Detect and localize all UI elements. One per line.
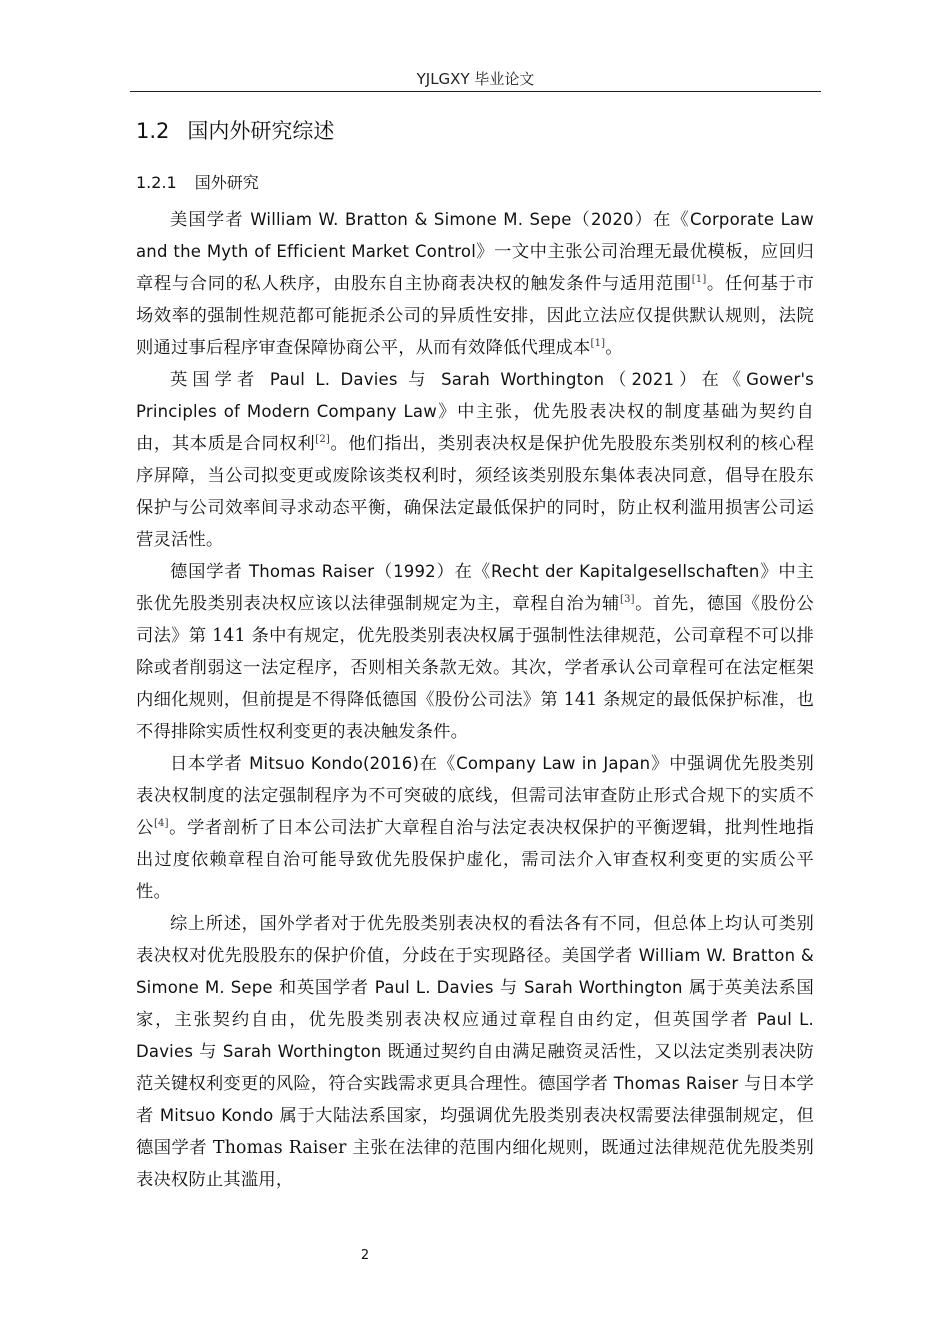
latin-text: William W. Bratton & Simone M. Sepe	[136, 946, 814, 997]
text-run: 属于大陆法系国家，均强调优先股类别表决权需要法律强制规定，但德国学者 Thomas Raiser 主张在法律的范围内细化规则，既通过法律规范优先股类别表决权防止其滥用，	[136, 1106, 814, 1190]
text-run: 日本学者	[170, 754, 250, 774]
latin-text: 2021	[631, 370, 675, 389]
body-paragraph	[136, 364, 814, 556]
latin-text: Mitsuo Kondo	[159, 1106, 274, 1125]
text-run: ）在《	[435, 562, 491, 582]
text-run: 。首先，德国《股份公司法》第 141 条中有规定，优先股类别表决权属于强制性法律规范，公司章程不可以排除或者削弱这一法定程序，否则相关条款无效。其次，学者承认公司章程可在法定框架内细化规则，但前提是不得降低德国《股份公司法》第 141 条规定的最低保护标准，也不得排除实质性权利变更的表决触发条件。	[136, 594, 814, 742]
latin-text: Paul L. Davies	[136, 1010, 814, 1061]
text-run: 和英国学者	[272, 978, 375, 998]
text-run: 》一文中主张公司治理无最优模板，应回归章程与合同的私人秩序，由股东自主协商表决权的触发条件与适用范围	[136, 242, 814, 294]
latin-text: Paul L. Davies	[269, 370, 398, 389]
text-run: 既通过契约自由满足融资灵活性，又以法定类别表决防范关键权利变更的风险，符合实践需求更具合理性。德国学者	[136, 1042, 814, 1094]
header-rule	[130, 91, 821, 92]
text-run: 与	[397, 370, 442, 390]
text-run: （	[571, 210, 591, 230]
text-run: 与	[493, 978, 524, 998]
citation-marker: [3]	[619, 594, 635, 605]
latin-text: 2020	[590, 210, 634, 229]
body-paragraph	[136, 908, 814, 1196]
latin-text: Sarah Worthington	[441, 370, 605, 389]
text-run: ）在《	[633, 210, 690, 230]
text-run: 综上所述，国外学者对于优先股类别表决权的看法各有不同，但总体上均认可类别表决权对优先股股东的保护价值，分歧在于实现路径。美国学者	[136, 914, 814, 966]
text-run: 与日本学者	[136, 1074, 814, 1126]
text-run: 。学者剖析了日本公司法扩大章程自治与法定表决权保护的平衡逻辑，批判性地指出过度依赖章程自治可能导致优先股保护虚化，需司法介入审查权利变更的实质公平性。	[136, 818, 815, 902]
citation-marker: [1]	[590, 338, 606, 349]
section-heading	[136, 112, 814, 150]
section-number: 1.2	[136, 119, 170, 143]
latin-text: Thomas Raiser	[613, 1074, 739, 1093]
text-run: 在《	[419, 754, 457, 774]
text-run: 德国学者	[170, 562, 249, 582]
page-header: YJLGXY 毕业论文	[416, 70, 535, 88]
citation-marker: [1]	[691, 274, 707, 285]
citation-marker: [2]	[315, 434, 331, 445]
latin-text: Sarah Worthington	[222, 1042, 382, 1061]
text-run: 。他们指出，类别表决权是保护优先股股东类别权利的核心程序屏障，当公司拟变更或废除该类权利时，须经该类别股东集体表决同意，倡导在股东保护与公司效率间寻求动态平衡，确保法定最低保护的同时，防止权利滥用损害公司运营灵活性。	[136, 434, 814, 550]
subsection-heading	[136, 170, 814, 196]
page-body	[136, 112, 814, 1196]
latin-text: Paul L. Davies	[374, 978, 494, 997]
subsection-number: 1.2.1	[136, 173, 177, 192]
text-run: 。任何基于市场效率的强制性规范都可能扼杀公司的异质性安排，因此立法应仅提供默认规则，法院则通过事后程序审查保障协商公平，从而有效降低代理成本	[136, 274, 815, 358]
text-run: （	[604, 370, 632, 390]
text-run: 美国学者	[170, 210, 251, 230]
paragraph-list	[136, 204, 814, 1196]
subsection-title: 国外研究	[194, 173, 259, 192]
body-paragraph	[136, 204, 814, 364]
text-run: 》中强调优先股类别表决权制度的法定强制程序为不可突破的底线，但需司法审查防止形式合规下的实质不公	[136, 754, 814, 838]
text-run: 》中主张，优先股表决权的制度基础为契约自由，其本质是合同权利	[136, 402, 814, 454]
text-run: ）在《	[674, 370, 747, 390]
section-title: 国内外研究综述	[187, 119, 335, 143]
latin-text: Gower's Principles of Modern Company Law	[136, 370, 814, 421]
page-number: 2	[360, 1248, 370, 1263]
text-run: 英国学者	[170, 370, 270, 390]
text-run: 。	[605, 338, 623, 358]
text-run: 与	[193, 1042, 223, 1062]
latin-text: Corporate Law and the Myth of Efficient Market Control	[136, 210, 814, 261]
body-paragraph	[136, 748, 814, 908]
text-run: 属于英美法系国家，主张契约自由，优先股类别表决权应通过章程自由约定，但英国学者	[136, 978, 814, 1030]
latin-text: Sarah Worthington	[523, 978, 683, 997]
latin-text: Thomas Raiser	[248, 562, 375, 581]
text-run: （	[374, 562, 394, 582]
latin-text: Recht der Kapitalgesellschaften	[490, 562, 760, 581]
latin-text: William W. Bratton & Simone M. Sepe	[250, 210, 572, 229]
body-paragraph	[136, 556, 814, 748]
latin-text: Mitsuo Kondo(2016)	[249, 754, 420, 773]
citation-marker: [4]	[153, 818, 169, 829]
latin-text: Company Law in Japan	[456, 754, 651, 773]
text-run: 》中主张优先股类别表决权应该以法律强制规定为主，章程自治为辅	[136, 562, 814, 614]
latin-text: 1992	[393, 562, 436, 581]
